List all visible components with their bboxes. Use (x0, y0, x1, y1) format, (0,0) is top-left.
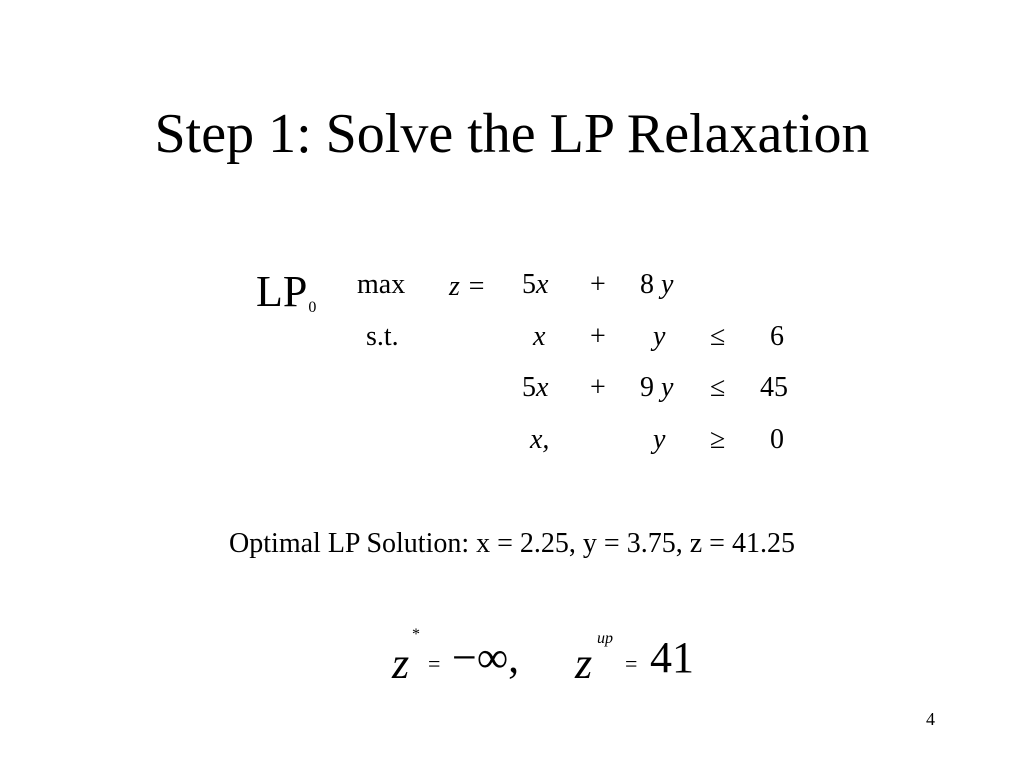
constraint-1-operator: + (590, 321, 606, 352)
constraint-2-coef-y: 9 y (640, 372, 674, 403)
objective-coef-y: 8 y (640, 269, 674, 300)
objective-operator: + (590, 269, 606, 300)
model-label (256, 266, 316, 328)
constraint-2-relation: ≤ (710, 372, 726, 403)
page-number: 4 (926, 709, 935, 729)
z-up-equals: = (625, 651, 638, 676)
constraint-3-relation: ≥ (710, 424, 726, 455)
z-up-value: 41 (650, 633, 694, 682)
optimal-solution-text: Optimal LP Solution: x = 2.25, y = 3.75, z = 41.25 (229, 528, 795, 559)
z-up-superscript: up (597, 630, 613, 647)
z-star-superscript: * (412, 626, 420, 643)
constraint-1-y: y (653, 321, 666, 352)
constraint-3-x: x, (530, 424, 550, 455)
objective-keyword: max (357, 269, 406, 300)
z-star-equals: = (428, 651, 441, 676)
constraint-2-rhs: 45 (760, 372, 788, 403)
model-label-subscript: 0 (308, 299, 317, 316)
slide-title: Step 1: Solve the LP Relaxation (154, 103, 870, 165)
z-star-variable: z (392, 639, 410, 688)
objective-coef-x: 5x (522, 269, 549, 300)
constraint-2-operator: + (590, 372, 606, 403)
constraint-3-rhs: 0 (770, 424, 784, 455)
objective-lhs: z = (449, 271, 486, 302)
model-label-text: LP (256, 267, 308, 316)
z-star-value: −∞, (452, 633, 520, 682)
constraint-1-x: x (533, 321, 546, 352)
constraint-3-y: y (653, 424, 666, 455)
constraint-prefix: s.t. (366, 321, 399, 352)
constraint-2-coef-x: 5x (522, 372, 549, 403)
constraint-1-rhs: 6 (770, 321, 784, 352)
constraint-1-relation: ≤ (710, 321, 726, 352)
z-up-variable: z (575, 639, 593, 688)
